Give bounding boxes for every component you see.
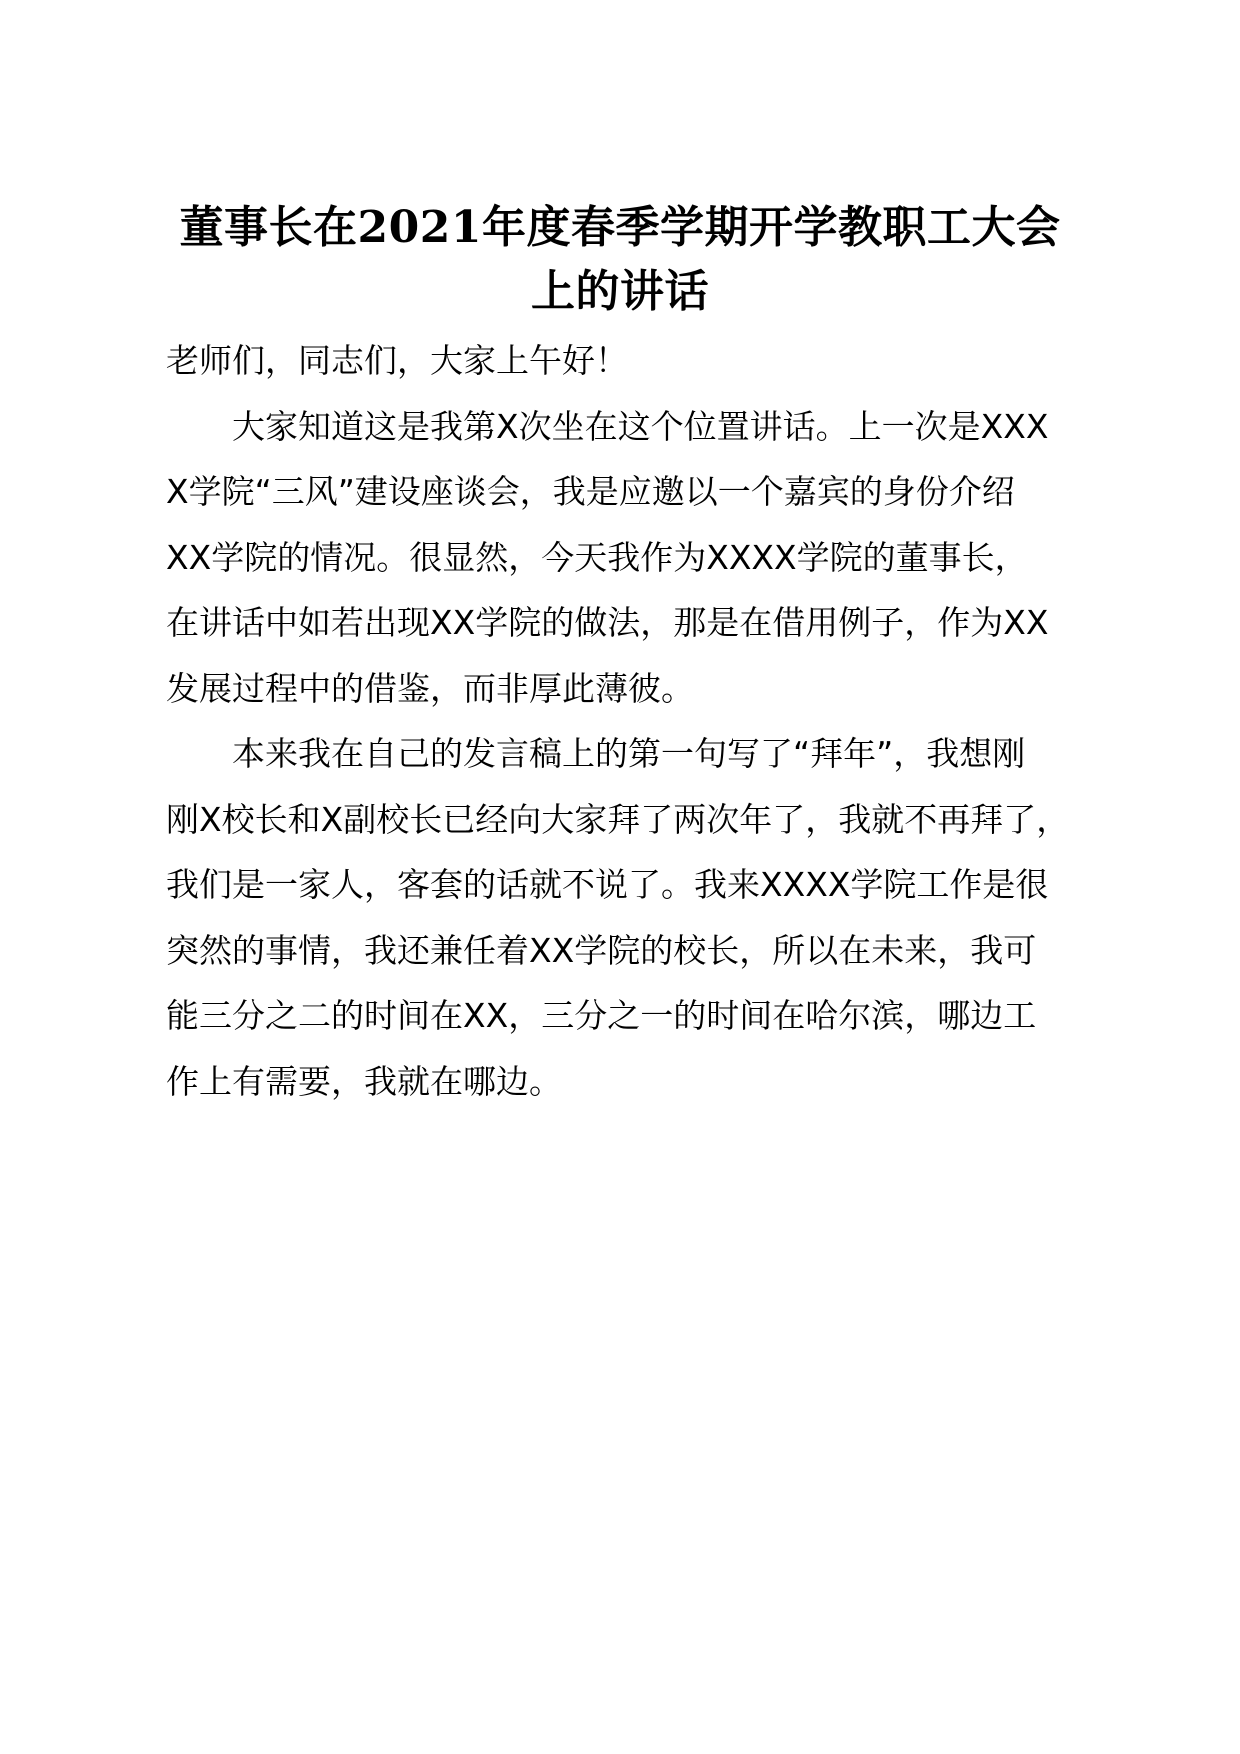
salutation: 老师们，同志们，大家上午好！ [166, 341, 628, 380]
paragraph-line: XX学院的情况。很显然，今天我作为XXXX学院的董事长， [166, 537, 1028, 577]
title-line-2: 上的讲话 [531, 266, 709, 317]
document-title [150, 196, 1090, 324]
paragraph-line: 本来我在自己的发言稿上的第一句写了“拜年”，我想刚 [232, 734, 1026, 773]
paragraph-line: 在讲话中如若出现XX学院的做法，那是在借用例子，作为XX [166, 603, 1049, 642]
title-line-1: 董事长在2021年度春季学期开学教职工大会 [179, 202, 1061, 253]
paragraph-2 [166, 721, 1116, 1114]
paragraph-line: 我们是一家人，客套的话就不说了。我来XXXX学院工作是很 [166, 865, 1049, 904]
paragraph-line: 能三分之二的时间在XX，三分之一的时间在哈尔滨，哪边工 [166, 996, 1037, 1035]
paragraph-line: 突然的事情，我还兼任着XX学院的校长，所以在未来，我可 [166, 930, 1037, 970]
paragraph-line: X学院“三风”建设座谈会，我是应邀以一个嘉宾的身份介绍 [166, 472, 1015, 511]
paragraph-line: 作上有需要，我就在哪边。 [166, 1061, 562, 1101]
paragraph-line: 大家知道这是我第X次坐在这个位置讲话。上一次是XXX [232, 406, 1049, 446]
paragraph-line: 发展过程中的借鉴，而非厚此薄彼。 [166, 668, 694, 708]
document-body [166, 328, 1116, 1114]
paragraph-1 [166, 394, 1116, 722]
paragraph-line: 刚X校长和X副校长已经向大家拜了两次年了，我就不再拜了， [166, 799, 1070, 839]
